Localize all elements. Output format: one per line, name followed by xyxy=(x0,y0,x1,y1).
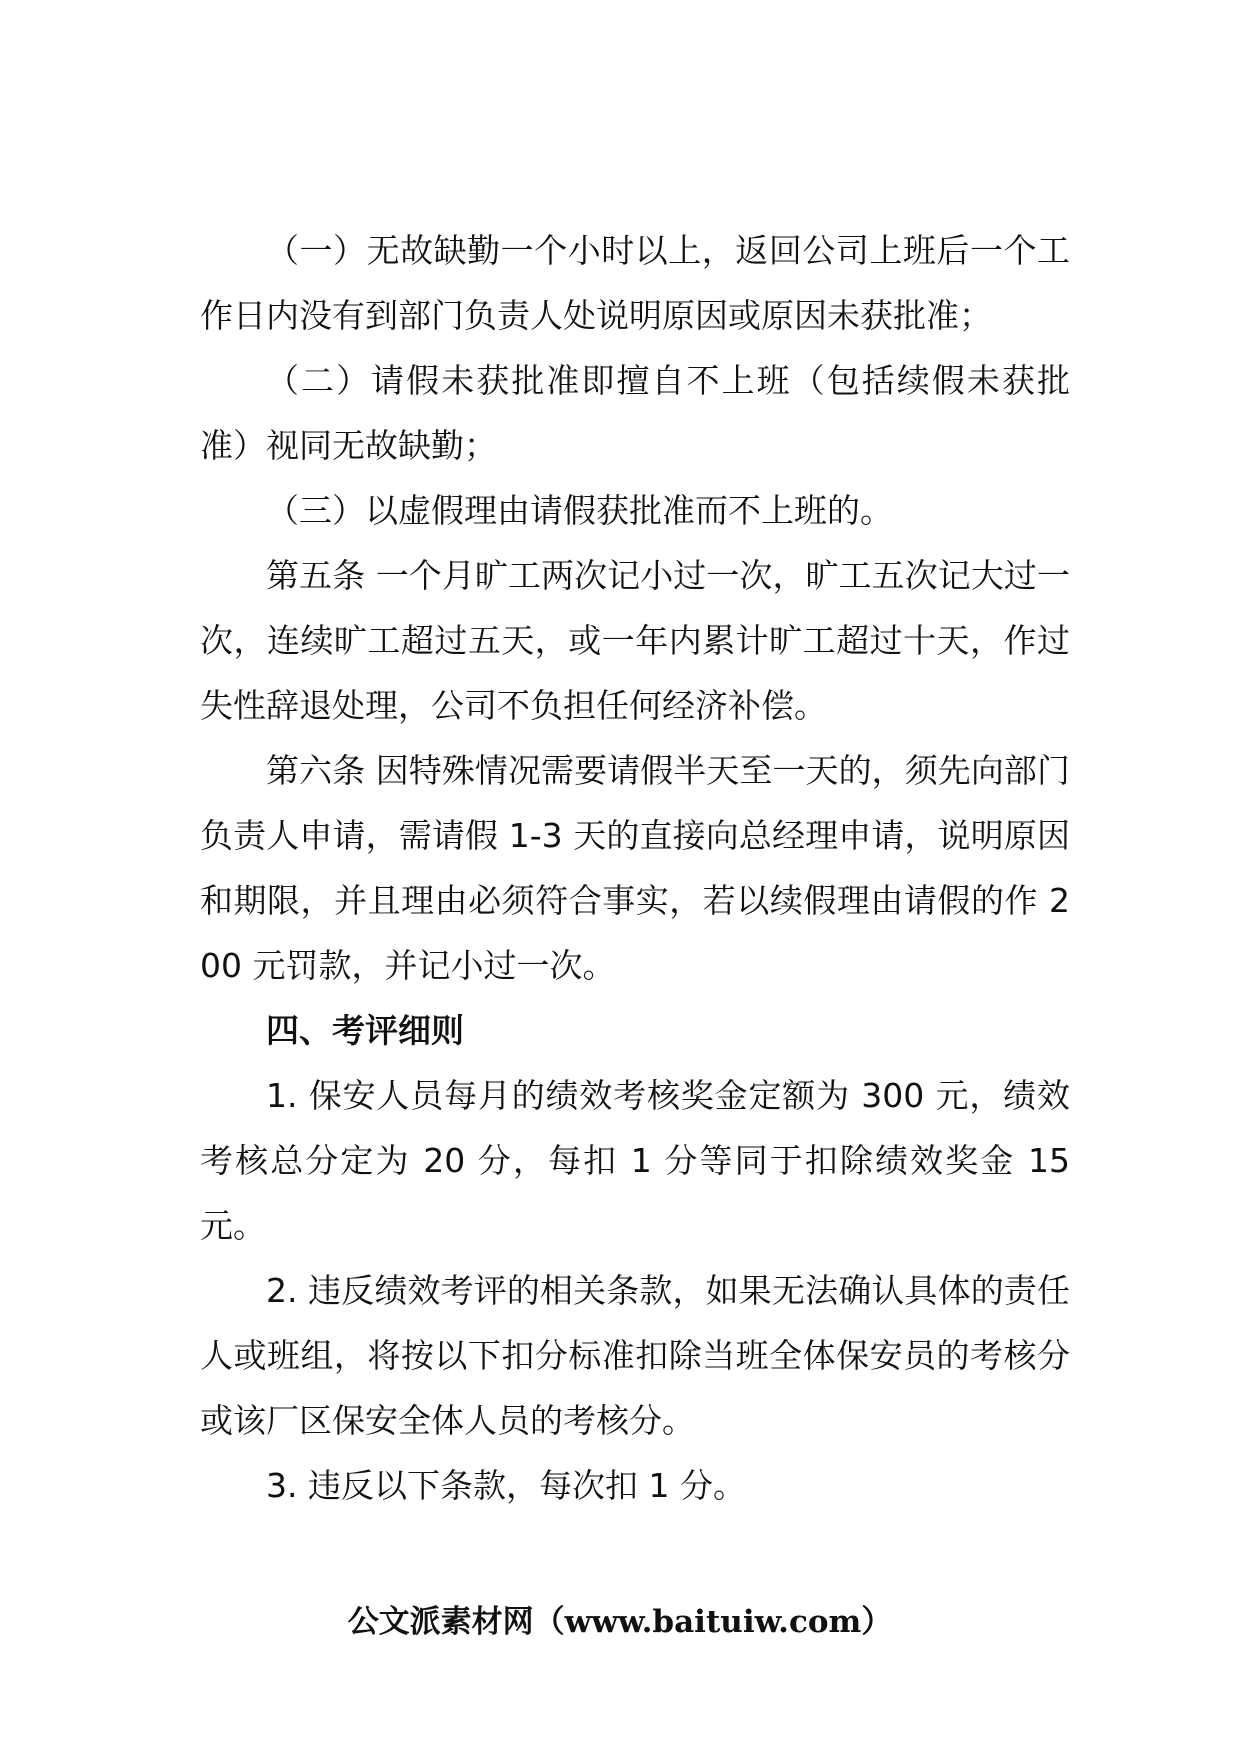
footer-watermark: 公文派素材网（www.baituiw.com） xyxy=(347,1604,893,1640)
paragraph-clause-3: （三）以虚假理由请假获批准而不上班的。 xyxy=(266,491,893,530)
paragraph-rule-2: 2. 违反绩效考评的相关条款，如果无法确认具体的责任人或班组，将按以下扣分标准扣除当班全体保安员的考核分或该厂区保安全体人员的考核分。 xyxy=(200,1271,1070,1440)
document-body xyxy=(200,218,1070,1518)
paragraph-clause-2: （二）请假未获批准即擅自不上班（包括续假未获批准）视同无故缺勤； xyxy=(200,361,1070,465)
paragraph-article-5: 第五条 一个月旷工两次记小过一次，旷工五次记大过一次，连续旷工超过五天，或一年内累计旷工超过十天，作过失性辞退处理，公司不负担任何经济补偿。 xyxy=(200,556,1070,725)
paragraph-clause-1: （一）无故缺勤一个小时以上，返回公司上班后一个工作日内没有到部门负责人处说明原因或原因未获批准； xyxy=(200,231,1070,335)
paragraph-rule-3: 3. 违反以下条款，每次扣 1 分。 xyxy=(266,1466,746,1505)
paragraph-article-6: 第六条 因特殊情况需要请假半天至一天的，须先向部门负责人申请，需请假 1-3 天的直接向总经理申请，说明原因和期限，并且理由必须符合事实，若以续假理由请假的作 200 元罚款，并记小过一次。 xyxy=(200,751,1070,985)
paragraph-rule-1: 1. 保安人员每月的绩效考核奖金定额为 300 元，绩效考核总分定为 20 分，每扣 1 分等同于扣除绩效奖金 15 元。 xyxy=(200,1076,1070,1245)
section-heading: 四、考评细则 xyxy=(266,1011,464,1050)
